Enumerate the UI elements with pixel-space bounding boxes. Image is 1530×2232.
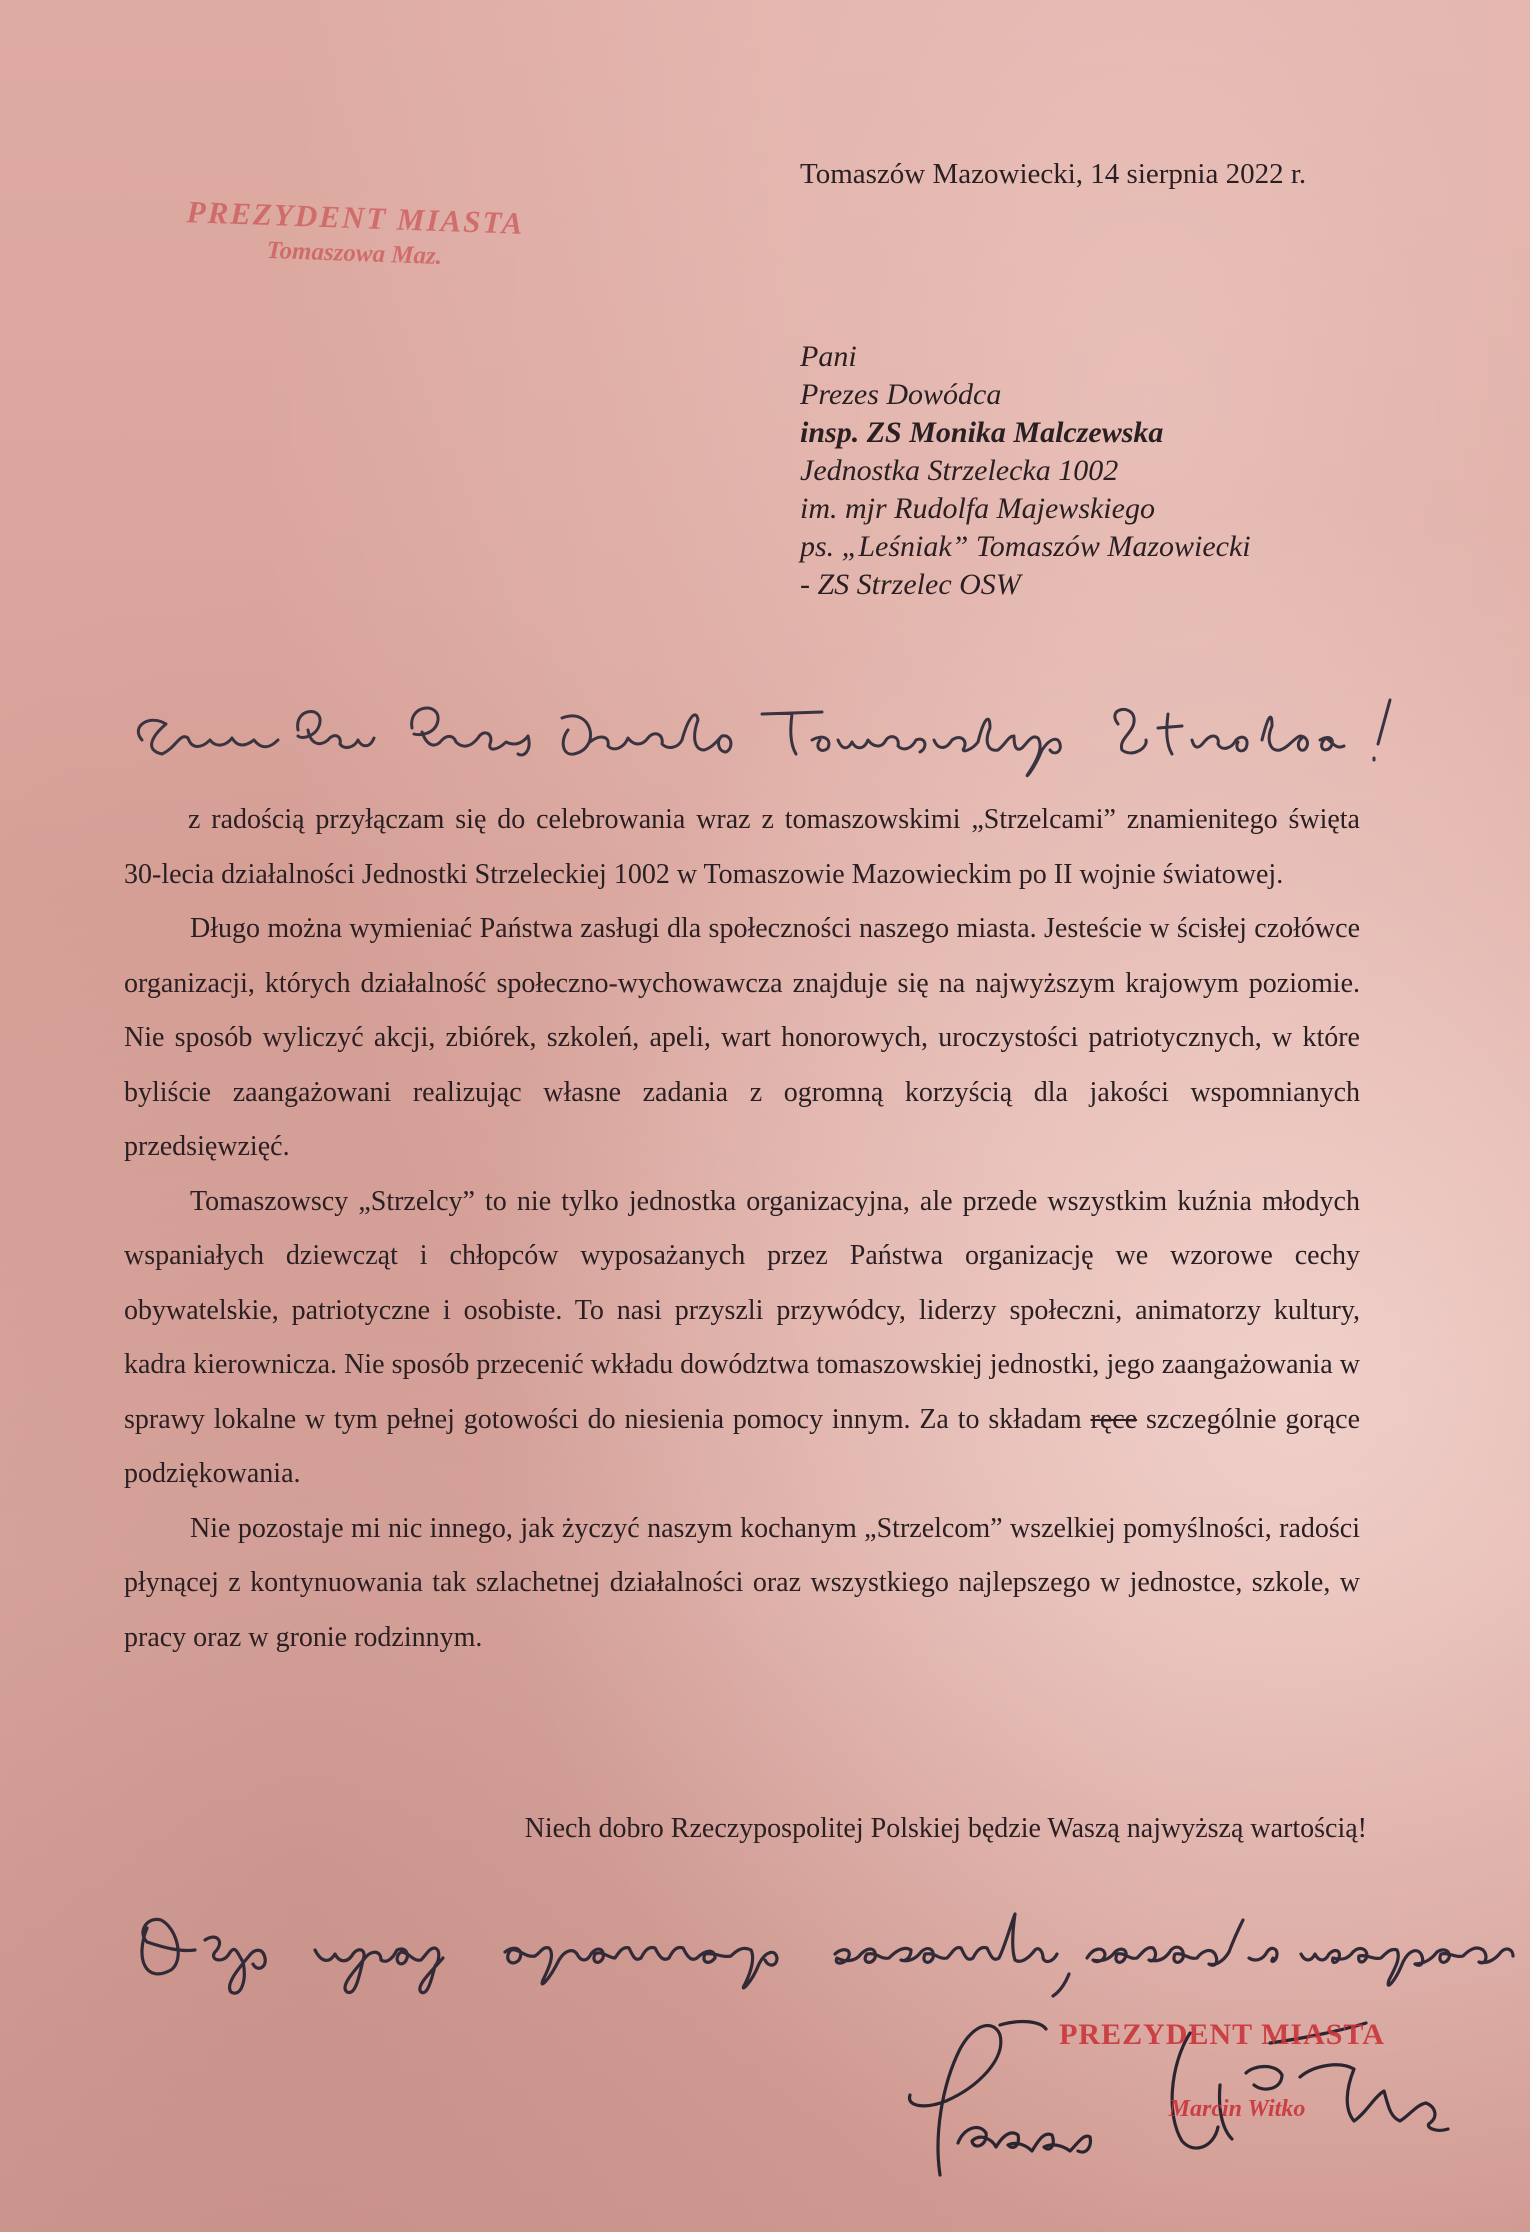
stamp-mayor-header xyxy=(169,194,541,275)
strikethrough-word: ręce xyxy=(1090,1403,1138,1435)
recipient-line-4: Jednostka Strzelecka 1002 xyxy=(800,454,1119,487)
closing-sentence: Niech dobro Rzeczypospolitej Polskiej będzie Waszą najwyższą wartością! xyxy=(524,1813,1367,1844)
recipient-line-2: Prezes Dowódca xyxy=(800,378,1002,411)
recipient-line-5: im. mjr Rudolfa Majewskiego xyxy=(800,492,1155,525)
letter-body xyxy=(124,793,1360,1665)
date-line: Tomaszów Mazowiecki, 14 sierpnia 2022 r. xyxy=(800,158,1307,190)
stamp-top-line2: Tomaszowa Maz. xyxy=(266,236,443,271)
handwritten-closing xyxy=(125,1888,1525,2008)
stamp-bottom-line1: PREZYDENT MIASTA xyxy=(1059,2018,1385,2051)
recipient-name: insp. ZS Monika Malczewska xyxy=(800,416,1164,449)
recipient-line-1: Pani xyxy=(800,340,857,373)
paragraph-2: Długo można wymieniać Państwa zasługi dla społeczności naszego miasta. Jesteście w ścisłej czołówce organizacji, których działalność społeczno-wychowawcza znajduje się na najwyższym krajowym poziomie. Nie sposób wyliczyć akcji, zbiórek, szkoleń, apeli, wart honorowych, uroczystości patriotycznych, w które byliście zaangażowani realizując własne zadania z ogromną korzyścią dla jakości wspomnianych przedsięwzięć. xyxy=(124,913,1360,1162)
recipient-line-6: ps. „Leśniak” Tomaszów Mazowiecki xyxy=(800,530,1251,563)
paragraph-4: Nie pozostaje mi nic innego, jak życzyć naszym kochanym „Strzelcom” wszelkiej pomyślności, radości płynącej z kontynuowania tak szlachetnej działalności oraz wszystkiego najlepszego w jednostce, szkole, w pracy oraz w gronie rodzinnym. xyxy=(124,1512,1360,1653)
recipient-line-7: - ZS Strzelec OSW xyxy=(800,568,1021,601)
paragraph-1: z radością przyłączam się do celebrowania wraz z tomaszowskimi „Strzelcami” znamienitego święta 30-lecia działalności Jednostki Strzeleckiej 1002 w Tomaszowie Mazowieckim po II wojnie światowej. xyxy=(124,804,1360,890)
stamp-top-line1: PREZYDENT MIASTA xyxy=(186,194,525,241)
recipient-address xyxy=(800,338,1251,604)
handwritten-salutation xyxy=(122,678,1462,788)
stamp-bottom-line2: Marcin Witko xyxy=(1168,2096,1306,2122)
paragraph-3-part-b: szczególnie gorące podziękowania. xyxy=(124,1403,1361,1489)
paragraph-3 xyxy=(124,1175,1360,1502)
stamp-mayor-signature xyxy=(1012,2018,1432,2123)
paragraph-3-part-a: Tomaszowscy „Strzelcy” to nie tylko jednostka organizacyjna, ale przede wszystkim kuźnia młodych wspaniałych dziewcząt i chłopców wyposażanych przez Państwa organizację we wzorowe cechy obywatelskie, patriotyczne i osobiste. To nasi przyszli przywódcy, liderzy społeczni, animatorzy kultury, kadra kierownicza. Nie sposób przecenić wkładu dowództwa tomaszowskiej jednostki, jego zaangażowania w sprawy lokalne w tym pełnej gotowości do niesienia pomocy innym. Za to składam xyxy=(124,1185,1360,1435)
